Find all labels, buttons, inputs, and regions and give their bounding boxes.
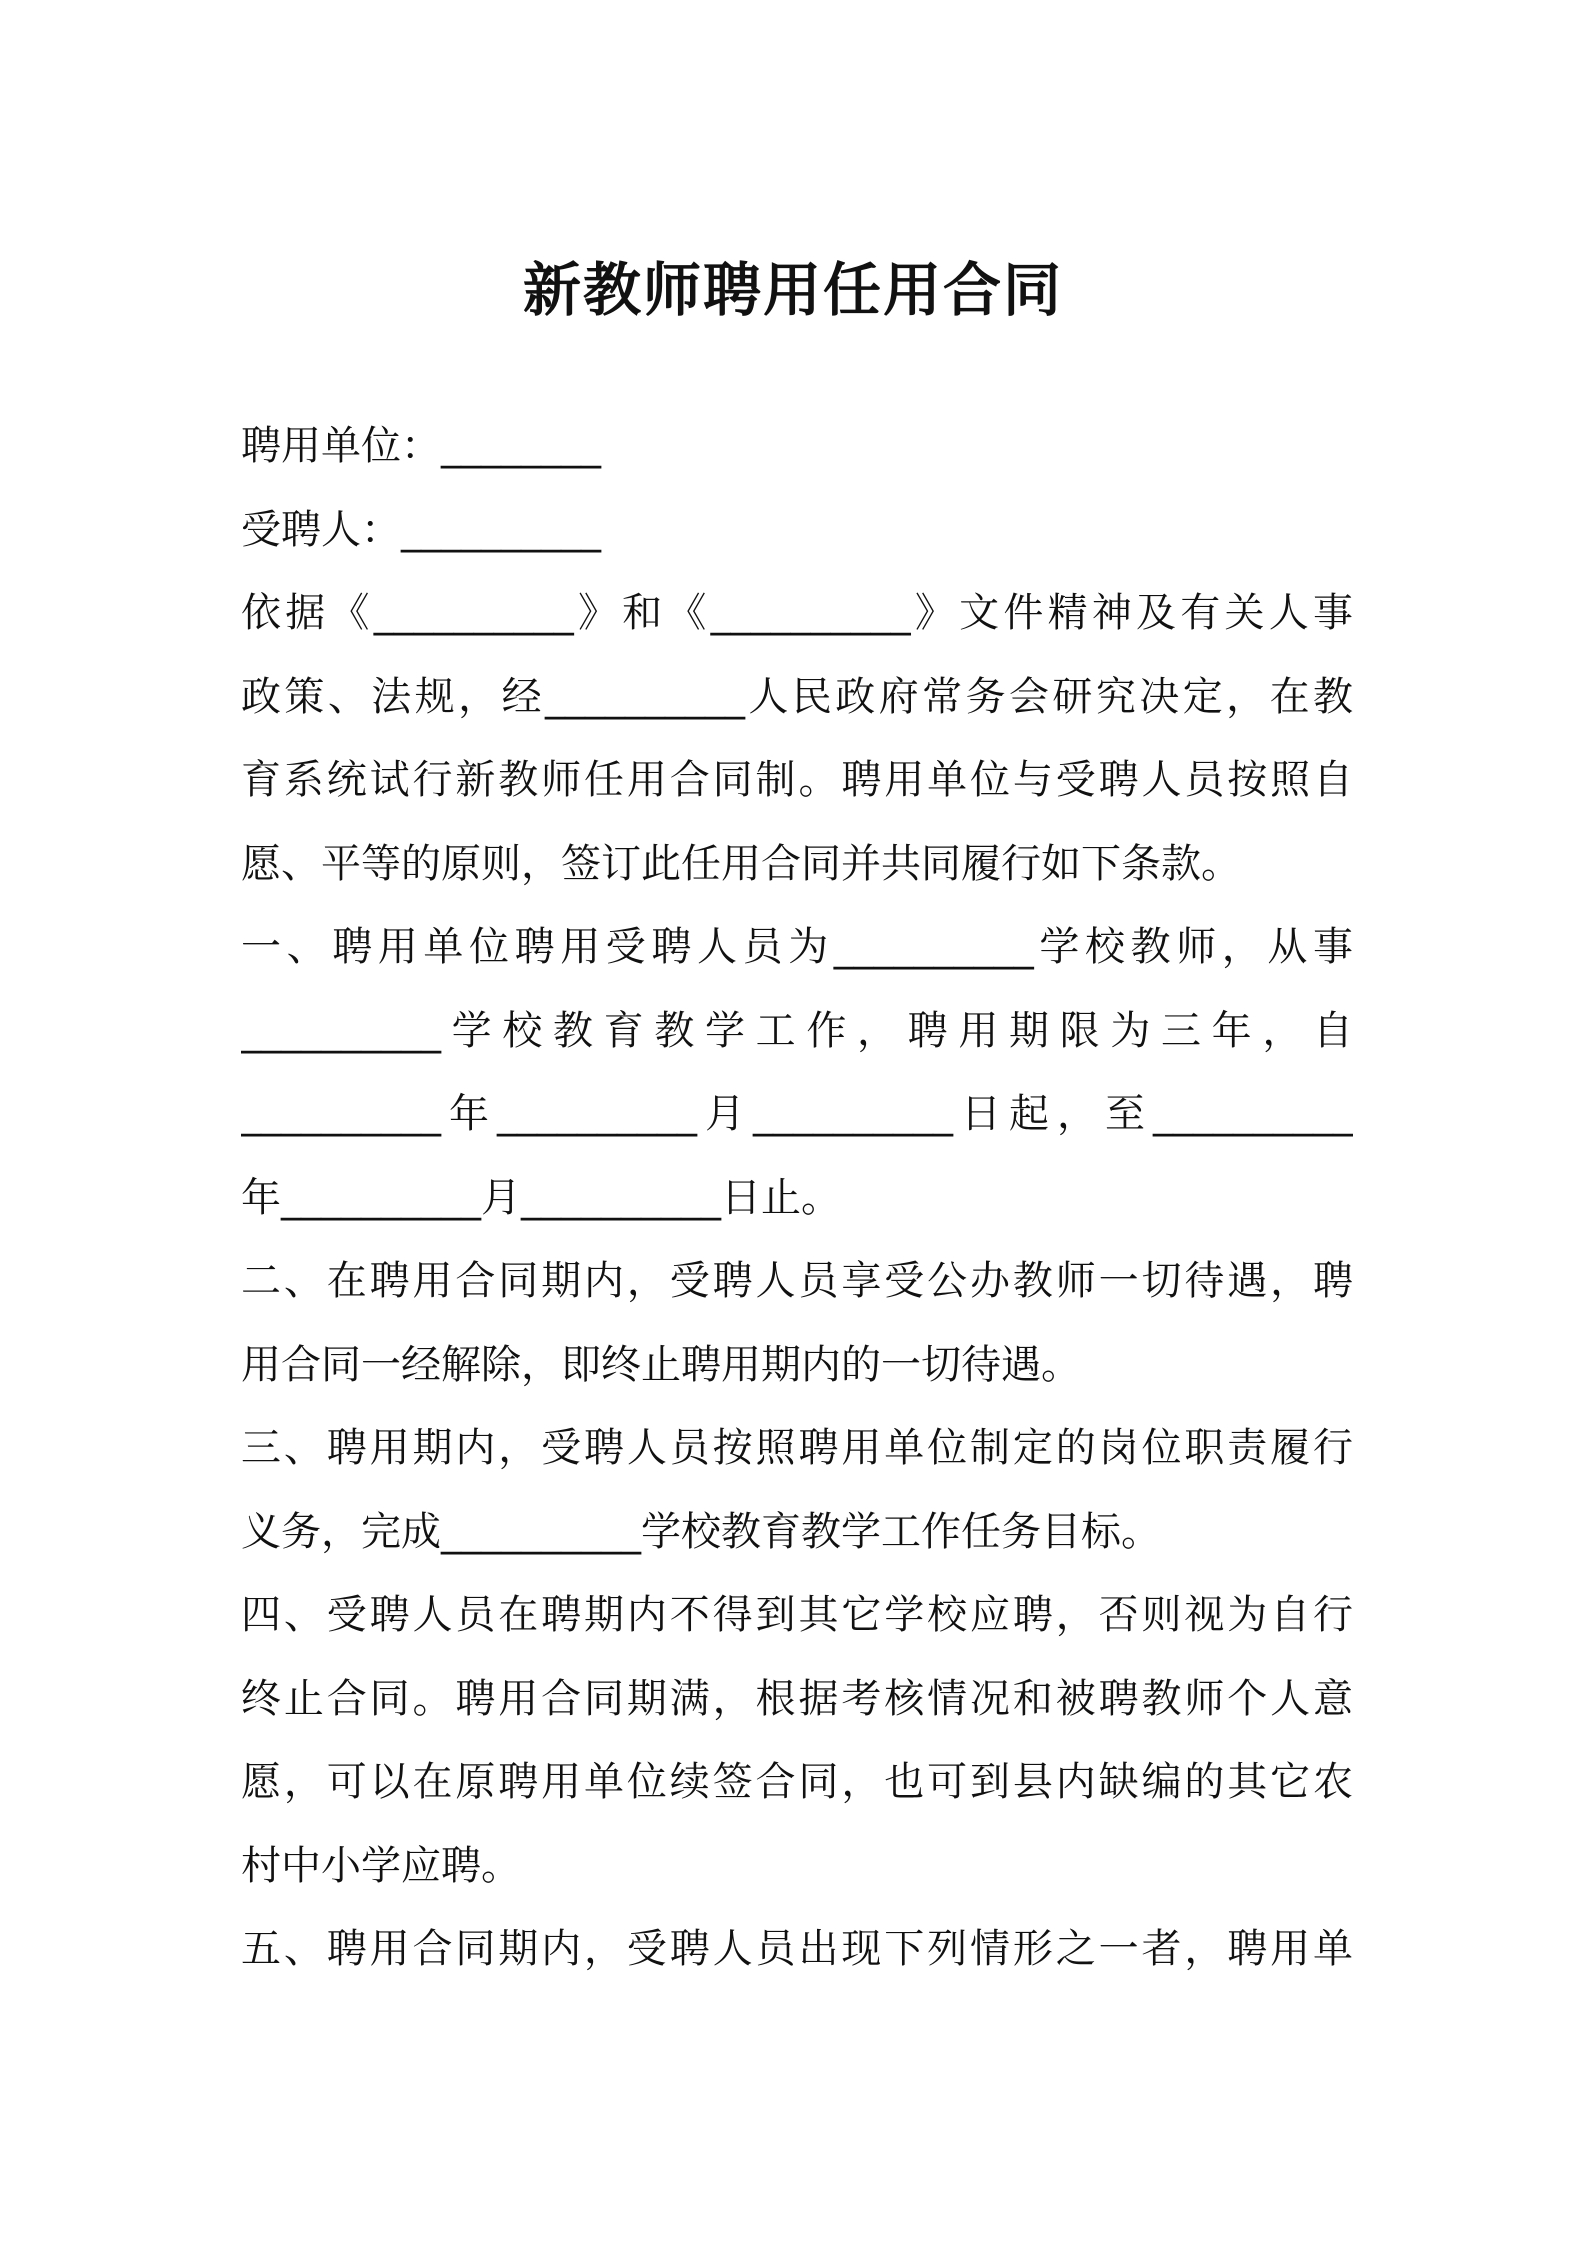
- clause-line: 四、受聘人员在聘期内不得到其它学校应聘，否则视为自行: [241, 1592, 1353, 1638]
- clause-line: 三、聘用期内，受聘人员按照聘用单位制定的岗位职责履行: [241, 1425, 1353, 1471]
- clause-line: 一、聘用单位聘用受聘人员为__________学校教师，从事: [241, 924, 1353, 970]
- clause-line: 终止合同。聘用合同期满，根据考核情况和被聘教师个人意: [241, 1675, 1353, 1722]
- clause-line: __________学校教育教学工作，聘用期限为三年，自: [241, 1007, 1353, 1054]
- clause-line: 义务，完成__________学校教育教学工作任务目标。: [241, 1508, 1161, 1555]
- clause-line: __________年__________月__________日起，至__________: [241, 1091, 1353, 1137]
- paragraph-line: 政策、法规，经__________人民政府常务会研究决定，在教: [241, 673, 1353, 720]
- clause-line: 五、聘用合同期内，受聘人员出现下列情形之一者，聘用单: [241, 1926, 1353, 1972]
- clause-line: 愿，可以在原聘用单位续签合同，也可到县内缺编的其它农: [241, 1759, 1353, 1805]
- employer-line: 聘用单位：________: [241, 423, 601, 469]
- paragraph-line: 依据《__________》和《__________》文件精神及有关人事: [241, 590, 1353, 636]
- paragraph-line: 育系统试行新教师任用合同制。聘用单位与受聘人员按照自: [241, 757, 1353, 803]
- document-title: 新教师聘用任用合同: [522, 256, 1063, 324]
- clause-line: 用合同一经解除，即终止聘用期内的一切待遇。: [241, 1341, 1081, 1388]
- clause-line: 年__________月__________日止。: [241, 1174, 841, 1221]
- clause-line: 村中小学应聘。: [241, 1842, 521, 1889]
- clause-line: 二、在聘用合同期内，受聘人员享受公办教师一切待遇，聘: [241, 1258, 1353, 1304]
- employee-line: 受聘人：__________: [241, 506, 601, 553]
- paragraph-line: 愿、平等的原则，签订此任用合同并共同履行如下条款。: [241, 840, 1241, 887]
- document-body: [241, 405, 1353, 1992]
